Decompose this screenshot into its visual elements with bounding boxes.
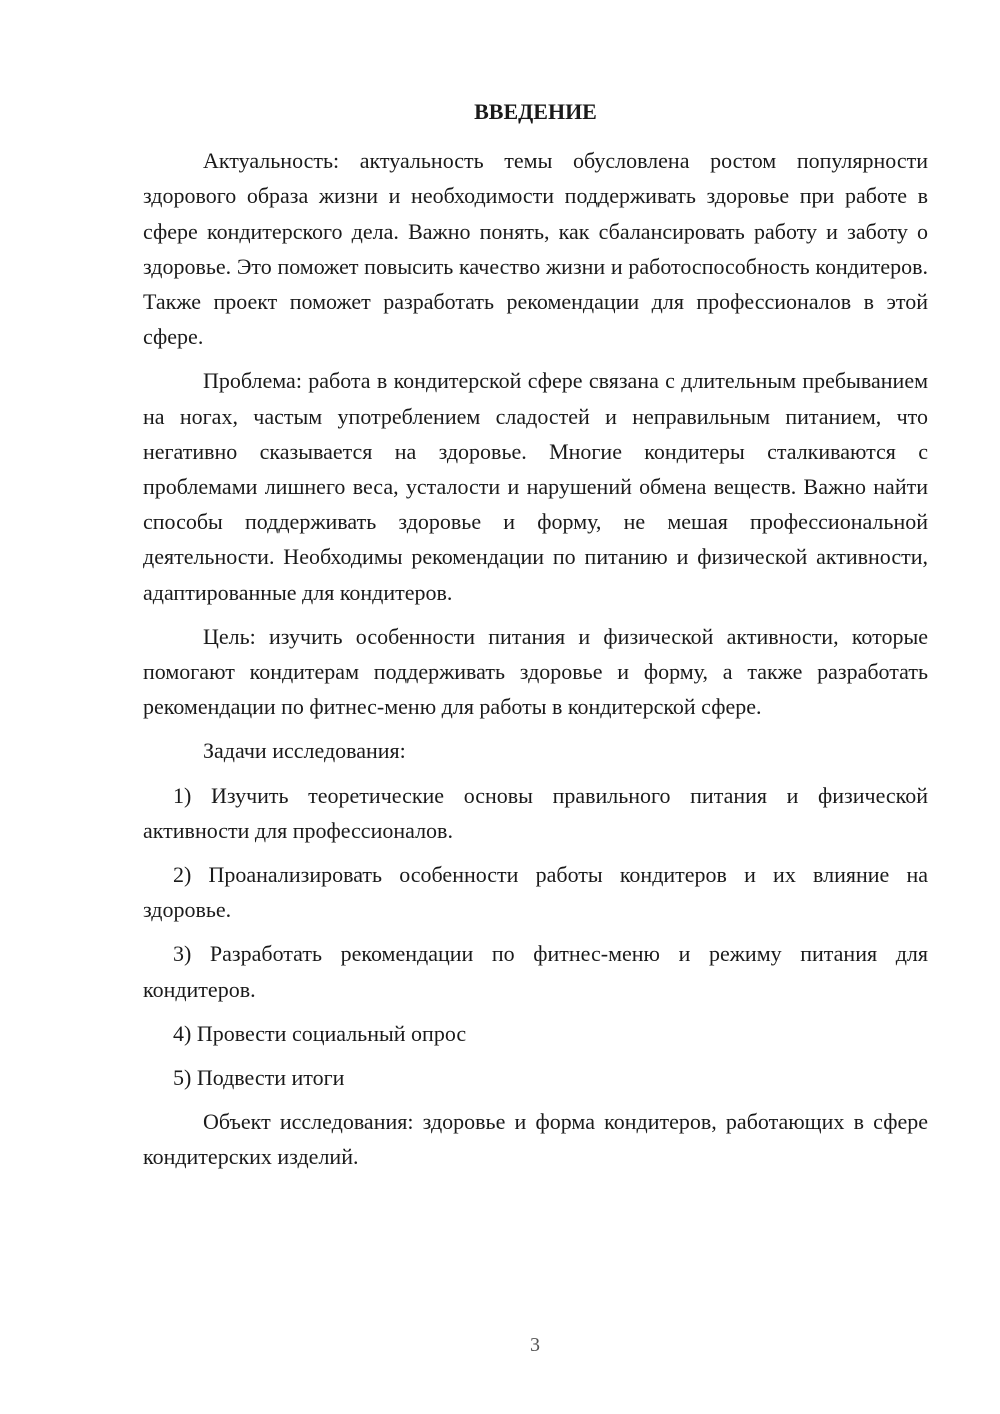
task-item-4: 4) Провести социальный опрос [173,1020,467,1046]
task-item-2: 2) Проанализировать особенности работы кондитеров и их влияние на здоровье. [143,862,928,923]
paragraph-object: Объект исследования: здоровье и форма кондитеров, работающих в сфере кондитерских изделий. [143,1109,928,1170]
task-item-1: 1) Изучить теоретические основы правильного питания и физической активности для профессионалов. [143,782,928,843]
section-heading: ВВЕДЕНИЕ [474,99,597,124]
task-item-3: 3) Разработать рекомендации по фитнес-меню и режиму питания для кондитеров. [143,941,928,1002]
paragraph-tasks-title: Задачи исследования: [203,738,406,764]
paragraph-problem: Проблема: работа в кондитерской сфере связана с длительным пребыванием на ногах, частым употреблением сладостей и неправильным питанием, что негативно сказывается на здоровье. Многие кондитеры сталкиваются с проблемами лишнего веса, усталости и нарушений обмена веществ. Важно найти способы поддерживать здоровье и форму, не мешая профессиональной деятельности. Необходимы рекомендации по питанию и физической активности, адаптированные для кондитеров. [143,368,928,605]
page-number: 3 [530,1334,540,1356]
paragraph-relevance: Актуальность: актуальность темы обусловлена ростом популярности здорового образа жизни и необходимости поддерживать здоровье при работе в сфере кондитерского дела. Важно понять, как сбалансировать работу и заботу о здоровье. Это поможет повысить качество жизни и работоспособность кондитеров. Также проект поможет разработать рекомендации для профессионалов в этой сфере. [143,148,928,350]
document-page [143,94,928,1184]
task-item-5: 5) Подвести итоги [173,1065,345,1091]
paragraph-goal: Цель: изучить особенности питания и физической активности, которые помогают кондитерам поддерживать здоровье и форму, а также разработать рекомендации по фитнес-меню для работы в кондитерской сфере. [143,623,928,720]
